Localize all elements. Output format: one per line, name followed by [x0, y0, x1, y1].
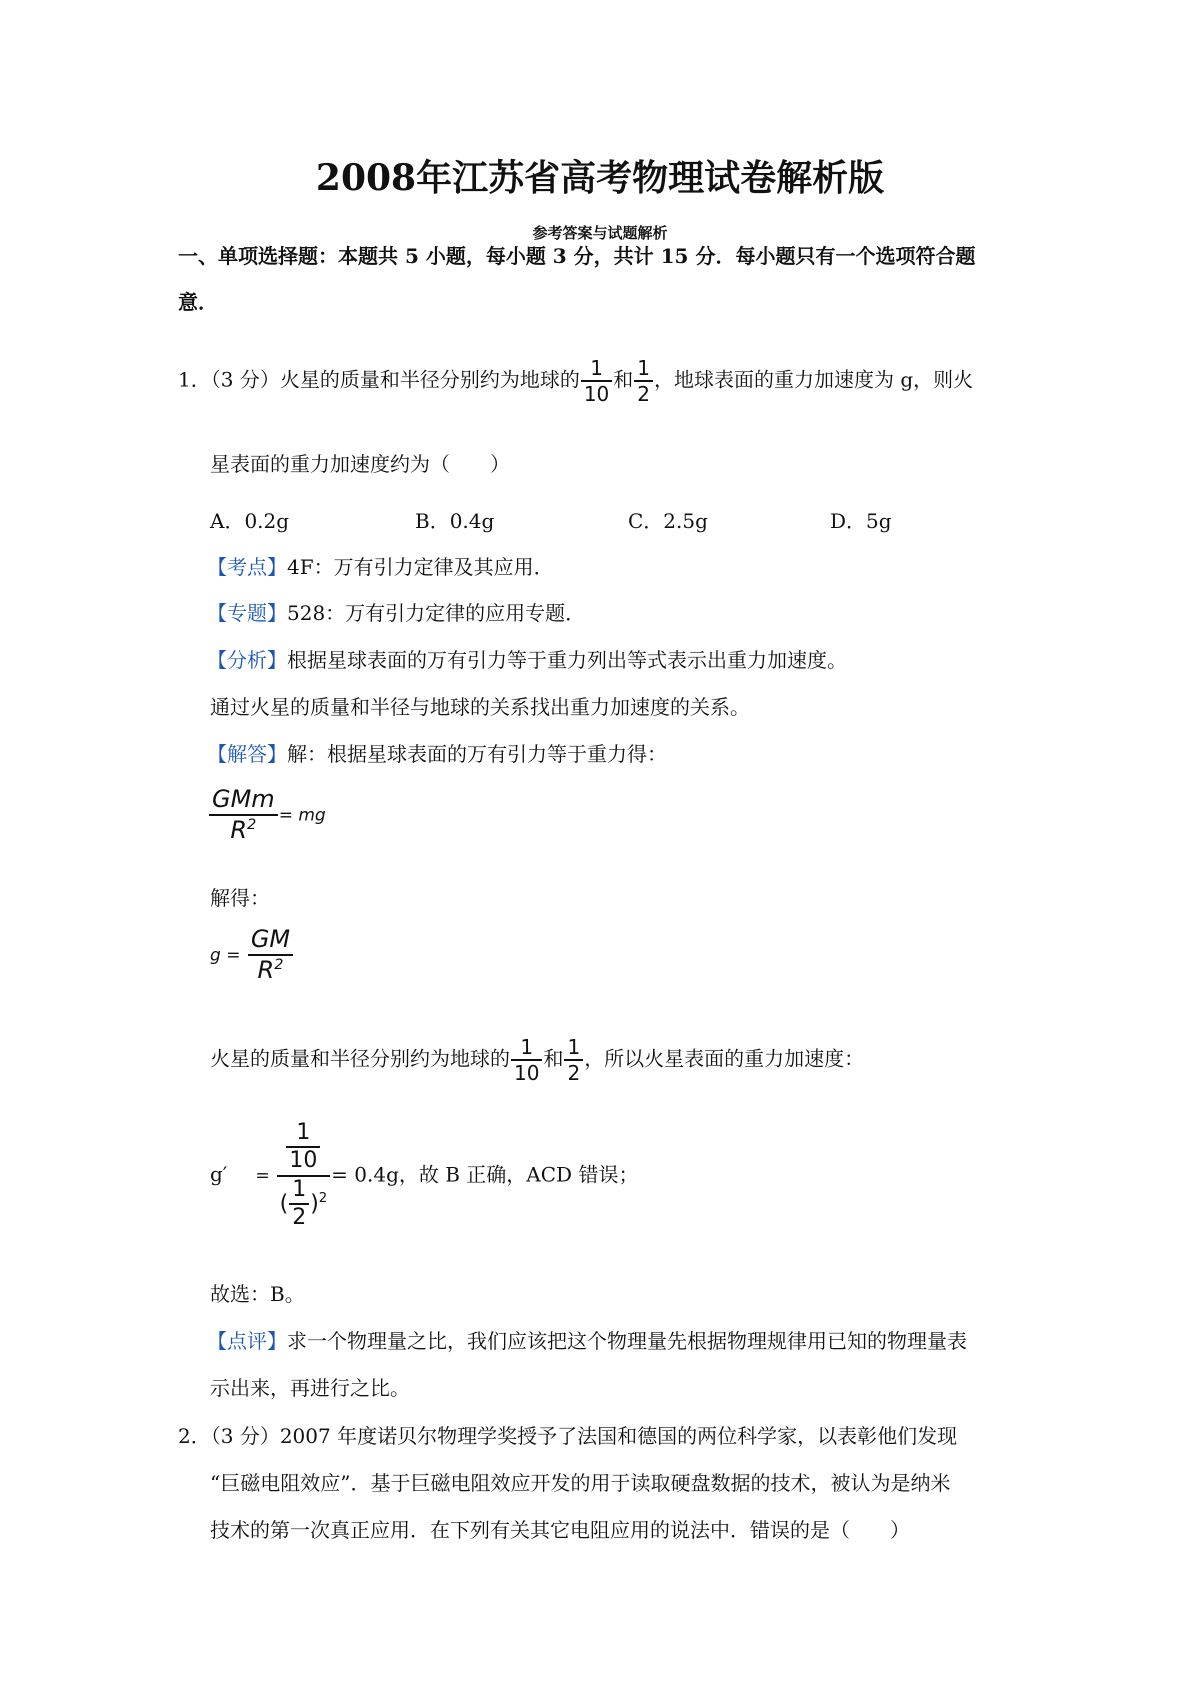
fenxi-text1: 根据星球表面的万有引力等于重力列出等式表示出重力加速度。	[287, 648, 847, 672]
eq3-paren-left: (	[279, 1191, 289, 1217]
dianping-text1: 求一个物理量之比，我们应该把这个物理量先根据物理规律用已知的物理量表	[287, 1329, 967, 1353]
mars-frac1-den: 10	[511, 1059, 542, 1085]
eq1-num: GMm	[212, 785, 275, 813]
q1-dianping	[207, 1329, 967, 1353]
eq3-lhs: g′	[210, 1162, 228, 1187]
dianping-tag: 【点评】	[207, 1329, 287, 1353]
q1-stem-a: 火星的质量和半径分别约为地球的	[279, 367, 580, 392]
eq3-lower	[277, 1175, 331, 1232]
eq3-upper-frac	[286, 1120, 320, 1175]
section-heading-line2: 意．	[178, 290, 218, 314]
q1-stem-line2: 星表面的重力加速度约为（ ）	[210, 452, 510, 476]
jieda-tag: 【解答】	[207, 742, 287, 766]
q2-line1	[178, 1424, 957, 1448]
kaodian-tag: 【考点】	[207, 555, 287, 579]
q2-line1-text: （3 分）2007 年度诺贝尔物理学奖授予了法国和德国的两位科学家，以表彰他们发现	[210, 1424, 958, 1448]
q1-mars-line	[210, 1035, 864, 1085]
q2-line2: “巨磁电阻效应”．基于巨磁电阻效应开发的用于读取硬盘数据的技术，被认为是纳米	[210, 1471, 951, 1495]
mars-frac-mass	[511, 1035, 542, 1085]
eq3-compound-fraction	[277, 1120, 331, 1232]
q1-option-d: D．5g	[830, 509, 892, 533]
q1-zhuanti	[207, 601, 585, 625]
q1-answer: 故选：B。	[210, 1282, 305, 1306]
eq2-lhs: g =	[210, 945, 241, 966]
eq2-den	[248, 954, 293, 985]
page-title: 2008年江苏省高考物理试卷解析版	[315, 157, 885, 199]
eq1-rhs: = mg	[278, 805, 326, 826]
q1-stem-b: ，地球表面的重力加速度为 g，则火	[654, 367, 974, 392]
mars-frac2-den: 2	[564, 1059, 583, 1085]
fenxi-tag: 【分析】	[207, 648, 287, 672]
q1-frac2-num: 1	[637, 356, 651, 380]
q1-option-a: A．0.2g	[210, 509, 290, 533]
q1-fenxi	[207, 648, 847, 672]
q1-kaodian	[207, 555, 554, 579]
eq3-lo-exp: 2	[318, 1190, 328, 1206]
q1-jieda	[207, 742, 667, 766]
mars-frac1-num: 1	[520, 1035, 534, 1059]
q1-score: （3 分）	[210, 367, 280, 392]
eq3-equals: =	[255, 1166, 270, 1187]
eq3-lower-frac	[289, 1177, 309, 1232]
q1-stem-and: 和	[613, 367, 634, 392]
eq2-num: GM	[250, 925, 291, 953]
mars-frac2-num: 1	[567, 1035, 581, 1059]
q1-fenxi-line2: 通过火星的质量和半径与地球的关系找出重力加速度的关系。	[210, 695, 750, 719]
q1-number: 1．	[178, 367, 211, 392]
mars-line-b: 和	[543, 1046, 564, 1071]
zhuanti-text: 528：万有引力定律的应用专题．	[287, 601, 586, 625]
equation-gravity	[208, 785, 326, 845]
q2-line3: 技术的第一次真正应用．在下列有关其它电阻应用的说法中．错误的是（ ）	[210, 1518, 910, 1542]
eq3-lo-num: 1	[292, 1176, 307, 1202]
mars-line-a: 火星的质量和半径分别约为地球的	[210, 1046, 510, 1071]
q1-frac1-den: 10	[581, 380, 612, 406]
q1-frac1-num: 1	[590, 356, 603, 380]
q1-option-b: B．0.4g	[415, 509, 495, 533]
eq1-den-base: R	[230, 815, 248, 844]
eq3-inner-den: 10	[286, 1146, 320, 1174]
equation-g-prime	[210, 1120, 638, 1232]
zhuanti-tag: 【专题】	[207, 601, 287, 625]
eq3-inner-num: 1	[296, 1120, 311, 1145]
eq1-den	[209, 814, 278, 845]
eq3-paren-right: )	[310, 1191, 319, 1217]
eq3-upper	[277, 1120, 331, 1175]
eq2-den-exp: 2	[274, 956, 284, 973]
mars-line-c: ，所以火星表面的重力加速度：	[584, 1046, 865, 1071]
q1-dianping-line2: 示出来，再进行之比。	[210, 1376, 410, 1400]
section-heading-line1: 一、单项选择题：本题共 5 小题，每小题 3 分，共计 15 分．每小题只有一个选项符合题	[178, 244, 976, 268]
equation-g	[210, 925, 294, 985]
eq2-den-base: R	[257, 955, 275, 984]
eq3-tail: = 0.4g，故 B 正确，ACD 错误；	[331, 1162, 639, 1187]
kaodian-text: 4F：万有引力定律及其应用．	[287, 555, 554, 579]
q1-frac2-den: 2	[634, 380, 653, 406]
q1-fraction-radius	[634, 356, 653, 406]
q1-option-c: C．2.5g	[628, 509, 708, 533]
jieda-text: 解：根据星球表面的万有引力等于重力得：	[287, 742, 667, 766]
page-subtitle: 参考答案与试题解析	[532, 224, 668, 242]
q1-jiede: 解得：	[210, 886, 270, 910]
q2-number: 2．	[178, 1424, 211, 1448]
eq3-lo-den: 2	[289, 1203, 309, 1231]
eq2-fraction	[248, 925, 293, 985]
eq1-fraction	[209, 785, 278, 845]
q1-fraction-mass	[581, 356, 612, 406]
q1-stem-line1	[178, 356, 973, 406]
mars-frac-radius	[564, 1035, 583, 1085]
eq1-den-exp: 2	[247, 816, 257, 833]
